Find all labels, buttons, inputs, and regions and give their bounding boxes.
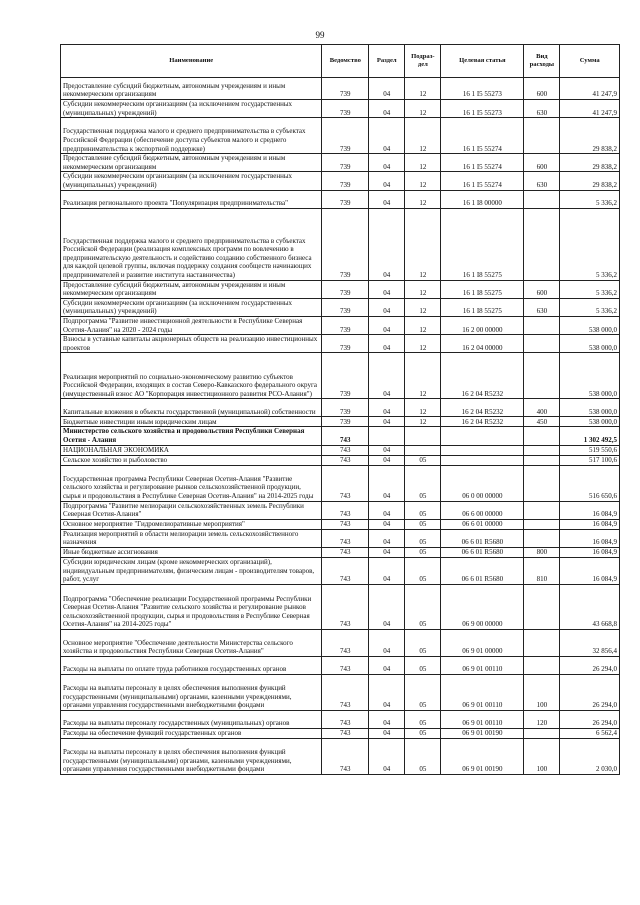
- cell-subsection: 05: [405, 629, 441, 656]
- cell-name: Основное мероприятие "Обеспечение деятельности Министерства сельского хозяйства и продовольствия Республики Северная Осетия-Алания": [61, 629, 322, 656]
- cell-code: 16 1 I5 55274: [441, 172, 524, 190]
- cell-sum: 16 084,9: [560, 557, 620, 584]
- cell-name: Подпрограмма "Развитие инвестиционной деятельности в Республике Северная Осетия-Алания" на 2020 - 2024 годы: [61, 316, 322, 334]
- cell-sum: 516 650,6: [560, 465, 620, 501]
- cell-sum: 16 084,9: [560, 547, 620, 557]
- header-name: Наименование: [61, 45, 322, 78]
- cell-dept: 739: [322, 298, 369, 316]
- cell-code: 06 6 01 00000: [441, 519, 524, 529]
- table-row: [61, 710, 620, 728]
- cell-type: [524, 656, 560, 674]
- cell-dept: 739: [322, 335, 369, 353]
- cell-subsection: 05: [405, 656, 441, 674]
- cell-code: 16 1 I5 55273: [441, 78, 524, 100]
- cell-code: [441, 445, 524, 455]
- cell-sum: 538 000,0: [560, 399, 620, 417]
- cell-dept: 739: [322, 417, 369, 427]
- cell-dept: 743: [322, 629, 369, 656]
- cell-code: 06 6 00 00000: [441, 501, 524, 519]
- table-row: [61, 674, 620, 710]
- cell-dept: 739: [322, 100, 369, 118]
- cell-name: Предоставление субсидий бюджетным, автономным учреждениям и иным некоммерческим организациям: [61, 280, 322, 298]
- cell-dept: 743: [322, 465, 369, 501]
- cell-sum: 519 550,6: [560, 445, 620, 455]
- cell-type: 800: [524, 547, 560, 557]
- cell-type: [524, 501, 560, 519]
- cell-dept: 739: [322, 190, 369, 208]
- cell-sum: 16 084,9: [560, 519, 620, 529]
- cell-section: 04: [369, 584, 405, 629]
- cell-name: Реализация регионального проекта "Популяризация предпринимательства": [61, 190, 322, 208]
- table-row: [61, 172, 620, 190]
- cell-name: Реализация мероприятий в области мелиорации земель сельскохозяйственного назначения: [61, 529, 322, 547]
- table-row: [61, 100, 620, 118]
- cell-type: 600: [524, 78, 560, 100]
- cell-name: Предоставление субсидий бюджетным, автономным учреждениям и иным некоммерческим организациям: [61, 78, 322, 100]
- cell-section: 04: [369, 280, 405, 298]
- cell-sum: 41 247,9: [560, 78, 620, 100]
- cell-type: 810: [524, 557, 560, 584]
- cell-section: 04: [369, 208, 405, 280]
- cell-type: [524, 427, 560, 445]
- cell-section: 04: [369, 417, 405, 427]
- cell-dept: 739: [322, 399, 369, 417]
- cell-subsection: 12: [405, 353, 441, 399]
- cell-code: 16 2 04 R5232: [441, 353, 524, 399]
- cell-section: 04: [369, 629, 405, 656]
- cell-type: [524, 465, 560, 501]
- cell-type: [524, 190, 560, 208]
- cell-dept: 743: [322, 427, 369, 445]
- cell-sum: 41 247,9: [560, 100, 620, 118]
- cell-type: 400: [524, 399, 560, 417]
- cell-sum: 16 084,9: [560, 501, 620, 519]
- table-row: [61, 547, 620, 557]
- cell-section: 04: [369, 674, 405, 710]
- cell-dept: 739: [322, 78, 369, 100]
- header-code: Целевая статья: [441, 45, 524, 78]
- cell-subsection: [405, 445, 441, 455]
- cell-code: 16 2 04 00000: [441, 335, 524, 353]
- cell-code: 06 9 01 00190: [441, 728, 524, 738]
- cell-dept: 743: [322, 445, 369, 455]
- cell-section: 04: [369, 557, 405, 584]
- cell-name: Субсидии некоммерческим организациям (за исключением государственных (муниципальных) учреждений): [61, 298, 322, 316]
- cell-section: 04: [369, 190, 405, 208]
- cell-subsection: 12: [405, 118, 441, 154]
- table-row: [61, 154, 620, 172]
- cell-section: 04: [369, 445, 405, 455]
- table-row: [61, 298, 620, 316]
- cell-type: 120: [524, 710, 560, 728]
- cell-section: 04: [369, 172, 405, 190]
- header-section: Раздел: [369, 45, 405, 78]
- cell-sum: 5 336,2: [560, 208, 620, 280]
- cell-subsection: 12: [405, 298, 441, 316]
- cell-code: 16 1 I8 55275: [441, 298, 524, 316]
- cell-code: 16 2 04 R5232: [441, 417, 524, 427]
- header-dept: Ведомство: [322, 45, 369, 78]
- cell-section: 04: [369, 547, 405, 557]
- header-subsection: Подраз-дел: [405, 45, 441, 78]
- cell-name: Субсидии некоммерческим организациям (за исключением государственных (муниципальных) учреждений): [61, 100, 322, 118]
- cell-subsection: 05: [405, 465, 441, 501]
- cell-sum: 43 668,8: [560, 584, 620, 629]
- cell-type: [524, 728, 560, 738]
- cell-dept: 743: [322, 584, 369, 629]
- cell-dept: 739: [322, 118, 369, 154]
- cell-section: 04: [369, 738, 405, 774]
- cell-name: Иные бюджетные ассигнования: [61, 547, 322, 557]
- cell-dept: 739: [322, 154, 369, 172]
- cell-type: 630: [524, 298, 560, 316]
- cell-subsection: [405, 427, 441, 445]
- cell-subsection: 05: [405, 529, 441, 547]
- cell-subsection: 05: [405, 710, 441, 728]
- table-row: [61, 557, 620, 584]
- cell-code: 06 6 01 R5680: [441, 529, 524, 547]
- table-row: [61, 584, 620, 629]
- table-row: [61, 501, 620, 519]
- cell-code: 06 0 00 00000: [441, 465, 524, 501]
- cell-dept: 743: [322, 529, 369, 547]
- cell-sum: 16 084,9: [560, 529, 620, 547]
- cell-type: [524, 208, 560, 280]
- cell-section: 04: [369, 100, 405, 118]
- cell-type: [524, 455, 560, 465]
- cell-section: 04: [369, 399, 405, 417]
- cell-name: Государственная программа Республики Северная Осетия-Алания "Развитие сельского хозяйства и регулирование рынков сельскохозяйственной продукции, сырья и продовольствия в Республике Северная Осетия-Алания" на 2014-2025 годы: [61, 465, 322, 501]
- cell-code: 06 9 01 00190: [441, 738, 524, 774]
- cell-code: [441, 455, 524, 465]
- cell-dept: 739: [322, 353, 369, 399]
- cell-section: 04: [369, 501, 405, 519]
- cell-code: 16 2 00 00000: [441, 316, 524, 334]
- cell-sum: 538 000,0: [560, 417, 620, 427]
- cell-type: [524, 316, 560, 334]
- cell-section: [369, 427, 405, 445]
- cell-section: 04: [369, 298, 405, 316]
- cell-dept: 743: [322, 501, 369, 519]
- cell-section: 04: [369, 353, 405, 399]
- cell-type: [524, 118, 560, 154]
- header-sum: Сумма: [560, 45, 620, 78]
- cell-dept: 739: [322, 172, 369, 190]
- cell-name: Субсидии некоммерческим организациям (за исключением государственных (муниципальных) учреждений): [61, 172, 322, 190]
- cell-type: [524, 519, 560, 529]
- cell-name: Расходы на выплаты персоналу в целях обеспечения выполнения функций государственными (муниципальными) органами, казенными учреждениями, органами управления государственными внебюджетными фондами: [61, 674, 322, 710]
- cell-name: Капитальные вложения в объекты государственной (муниципальной) собственности: [61, 399, 322, 417]
- cell-type: 600: [524, 154, 560, 172]
- cell-sum: 32 856,4: [560, 629, 620, 656]
- cell-sum: 29 838,2: [560, 118, 620, 154]
- table-row: [61, 190, 620, 208]
- cell-dept: 743: [322, 738, 369, 774]
- table-row: [61, 118, 620, 154]
- cell-subsection: 05: [405, 674, 441, 710]
- table-row: [61, 335, 620, 353]
- budget-table: [60, 44, 620, 775]
- cell-name: Расходы на выплаты персоналу государственных (муниципальных) органов: [61, 710, 322, 728]
- cell-code: 06 9 01 00000: [441, 629, 524, 656]
- cell-section: 04: [369, 656, 405, 674]
- cell-sum: 26 294,0: [560, 656, 620, 674]
- cell-name: Расходы на выплаты по оплате труда работников государственных органов: [61, 656, 322, 674]
- cell-code: 06 6 01 R5680: [441, 557, 524, 584]
- cell-code: 16 1 I5 55274: [441, 154, 524, 172]
- cell-section: 04: [369, 316, 405, 334]
- cell-subsection: 12: [405, 78, 441, 100]
- cell-subsection: 12: [405, 208, 441, 280]
- cell-section: 04: [369, 465, 405, 501]
- cell-sum: 538 000,0: [560, 353, 620, 399]
- cell-section: 04: [369, 728, 405, 738]
- cell-subsection: 12: [405, 100, 441, 118]
- cell-code: 16 1 I8 55275: [441, 280, 524, 298]
- cell-type: 450: [524, 417, 560, 427]
- cell-code: 16 1 I5 55273: [441, 100, 524, 118]
- cell-type: 600: [524, 280, 560, 298]
- cell-subsection: 12: [405, 399, 441, 417]
- table-row: [61, 316, 620, 334]
- cell-code: [441, 427, 524, 445]
- cell-section: 04: [369, 529, 405, 547]
- cell-subsection: 05: [405, 519, 441, 529]
- table-row: [61, 427, 620, 445]
- cell-name: Государственная поддержка малого и среднего предпринимательства в субъектах Российской Федерации (реализация комплексных программ по вовлечению в предпринимательскую деятельность и содействию созданию собственного бизнеса для каждой целевой группы, включая поддержку создания сообществ начинающих предпринимателей и развитие института наставничества): [61, 208, 322, 280]
- table-row: [61, 656, 620, 674]
- cell-type: [524, 529, 560, 547]
- cell-section: 04: [369, 118, 405, 154]
- cell-code: 16 2 04 R5232: [441, 399, 524, 417]
- cell-subsection: 12: [405, 335, 441, 353]
- cell-name: НАЦИОНАЛЬНАЯ ЭКОНОМИКА: [61, 445, 322, 455]
- cell-subsection: 12: [405, 154, 441, 172]
- cell-subsection: 12: [405, 316, 441, 334]
- table-row: [61, 280, 620, 298]
- cell-sum: 2 030,0: [560, 738, 620, 774]
- cell-section: 04: [369, 78, 405, 100]
- cell-type: 100: [524, 674, 560, 710]
- cell-code: 06 9 01 00110: [441, 710, 524, 728]
- cell-type: [524, 335, 560, 353]
- cell-sum: 6 562,4: [560, 728, 620, 738]
- cell-section: 04: [369, 710, 405, 728]
- cell-subsection: 05: [405, 738, 441, 774]
- cell-dept: 743: [322, 519, 369, 529]
- cell-sum: 26 294,0: [560, 710, 620, 728]
- cell-name: Государственная поддержка малого и среднего предпринимательства в субъектах Российской Федерации (обеспечение доступа субъектов малого и среднего предпринимательства к экспортной поддержке): [61, 118, 322, 154]
- cell-type: 630: [524, 172, 560, 190]
- cell-dept: 743: [322, 674, 369, 710]
- cell-type: [524, 629, 560, 656]
- cell-sum: 517 100,6: [560, 455, 620, 465]
- cell-type: [524, 445, 560, 455]
- cell-sum: 538 000,0: [560, 335, 620, 353]
- cell-section: 04: [369, 455, 405, 465]
- cell-dept: 739: [322, 316, 369, 334]
- cell-dept: 743: [322, 547, 369, 557]
- cell-sum: 29 838,2: [560, 172, 620, 190]
- cell-name: Основное мероприятие "Гидромелиоративные мероприятия": [61, 519, 322, 529]
- cell-name: Подпрограмма "Обеспечение реализации Государственной программы Республики Северная Осетия-Алания "Развитие сельского хозяйства и регулирование рынков сельскохозяйственной продукции, сырья и продовольствия в Республике Северная Осетия-Алания" на 2014-2025 годы": [61, 584, 322, 629]
- cell-dept: 743: [322, 557, 369, 584]
- cell-section: 04: [369, 519, 405, 529]
- cell-name: Расходы на выплаты персоналу в целях обеспечения выполнения функций государственными (муниципальными) органами, казенными учреждениями, органами управления государственными внебюджетными фондами: [61, 738, 322, 774]
- cell-type: 630: [524, 100, 560, 118]
- table-row: [61, 529, 620, 547]
- table-row: [61, 208, 620, 280]
- cell-sum: 29 838,2: [560, 154, 620, 172]
- header-type: Вид расходы: [524, 45, 560, 78]
- cell-section: 04: [369, 335, 405, 353]
- table-row: [61, 455, 620, 465]
- cell-name: Бюджетные инвестиции иным юридическим лицам: [61, 417, 322, 427]
- table-row: [61, 629, 620, 656]
- cell-code: 16 1 I8 55275: [441, 208, 524, 280]
- cell-dept: 743: [322, 728, 369, 738]
- table-row: [61, 728, 620, 738]
- cell-sum: 538 000,0: [560, 316, 620, 334]
- cell-code: 06 9 01 00110: [441, 656, 524, 674]
- table-row: [61, 519, 620, 529]
- table-row: [61, 445, 620, 455]
- cell-code: 06 9 01 00110: [441, 674, 524, 710]
- cell-subsection: 05: [405, 584, 441, 629]
- cell-code: 06 9 00 00000: [441, 584, 524, 629]
- cell-dept: 743: [322, 656, 369, 674]
- table-header-row: [61, 45, 620, 78]
- table-row: [61, 738, 620, 774]
- table-row: [61, 78, 620, 100]
- cell-sum: 26 294,0: [560, 674, 620, 710]
- cell-section: 04: [369, 154, 405, 172]
- cell-name: Взносы в уставные капиталы акционерных обществ на реализацию инвестиционных проектов: [61, 335, 322, 353]
- cell-dept: 743: [322, 710, 369, 728]
- cell-dept: 743: [322, 455, 369, 465]
- cell-subsection: 05: [405, 728, 441, 738]
- cell-code: 06 6 01 R5680: [441, 547, 524, 557]
- cell-subsection: 12: [405, 417, 441, 427]
- table-body: [61, 78, 620, 775]
- cell-type: 100: [524, 738, 560, 774]
- table-row: [61, 353, 620, 399]
- cell-sum: 1 302 492,5: [560, 427, 620, 445]
- cell-subsection: 05: [405, 547, 441, 557]
- cell-name: Субсидии юридическим лицам (кроме некоммерческих организаций), индивидуальным предпринимателям, физическим лицам - производителям товаров, работ, услуг: [61, 557, 322, 584]
- cell-dept: 739: [322, 208, 369, 280]
- cell-name: Сельское хозяйство и рыболовство: [61, 455, 322, 465]
- cell-name: Реализация мероприятий по социально-экономическому развитию субъектов Российской Федерации, входящих в состав Северо-Кавказского федерального округа (имущественный взнос АО "Корпорация инвестиционного развития РСО-Алания"): [61, 353, 322, 399]
- cell-name: Расходы на обеспечение функций государственных органов: [61, 728, 322, 738]
- cell-subsection: 12: [405, 172, 441, 190]
- table-row: [61, 465, 620, 501]
- cell-dept: 739: [322, 280, 369, 298]
- cell-type: [524, 584, 560, 629]
- cell-subsection: 05: [405, 557, 441, 584]
- cell-type: [524, 353, 560, 399]
- cell-code: 16 1 I5 55274: [441, 118, 524, 154]
- cell-name: Министерство сельского хозяйства и продовольствия Республики Северная Осетия - Алания: [61, 427, 322, 445]
- cell-code: 16 1 I8 00000: [441, 190, 524, 208]
- table-row: [61, 399, 620, 417]
- cell-subsection: 05: [405, 455, 441, 465]
- cell-sum: 5 336,2: [560, 190, 620, 208]
- page-number: 99: [315, 30, 325, 40]
- cell-sum: 5 336,2: [560, 298, 620, 316]
- cell-subsection: 05: [405, 501, 441, 519]
- cell-name: Предоставление субсидий бюджетным, автономным учреждениям и иным некоммерческим организациям: [61, 154, 322, 172]
- cell-name: Подпрограмма "Развитие мелиорации сельскохозяйственных земель Республики Северная Осетия-Алания": [61, 501, 322, 519]
- cell-sum: 5 336,2: [560, 280, 620, 298]
- table-row: [61, 417, 620, 427]
- cell-subsection: 12: [405, 280, 441, 298]
- cell-subsection: 12: [405, 190, 441, 208]
